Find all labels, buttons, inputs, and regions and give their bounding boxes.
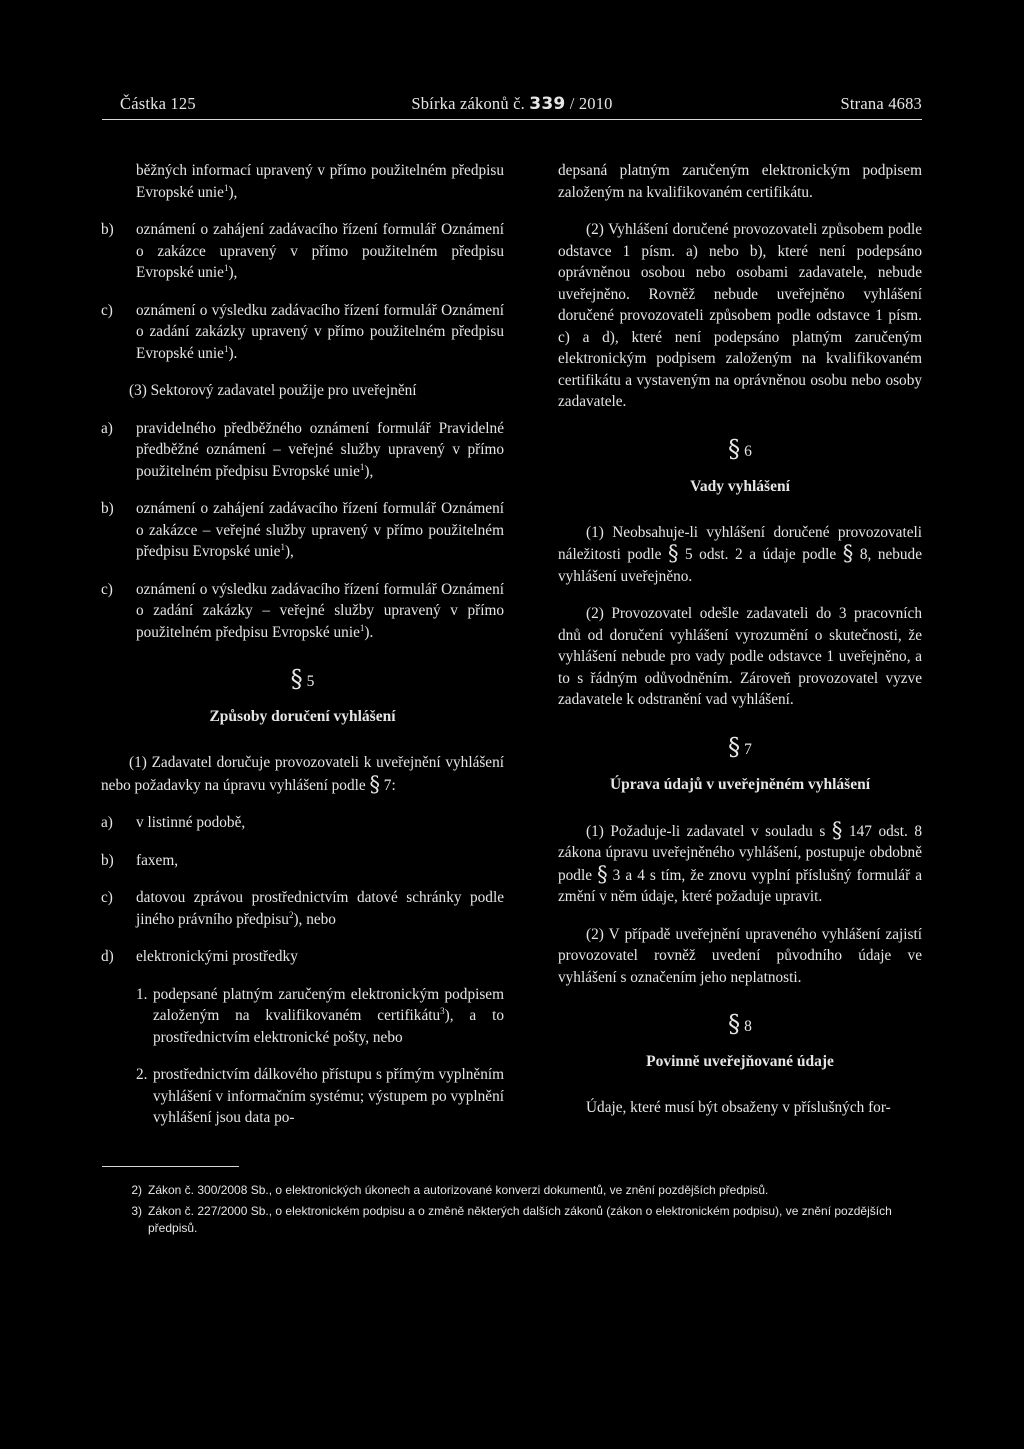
paragraph: depsaná platným zaručeným elektronickým podpisem založeným na kvalifikovaném certifikátu. [558, 162, 922, 201]
list-item: c) datovou zprávou prostřednictvím datové schránky podle jiného právního předpisu$^2$), nebo [101, 889, 504, 928]
paragraph: (2) Vyhlášení doručené provozovateli způsobem podle odstavce 1 písm. a) nebo b), které není podepsáno oprávněnou osobou nebo osobami zadavatele, nebude uveřejněno. Rovněž nebude uveřejněno vyhlášení doručené provozovateli způsobem podle odstavce 1 písm. c) a d), které není podepsáno platným zaručeným elektronickým podpisem založeným na kvalifikovaném certifikátu a vystaveným na oprávněnou osobu nebo osoby zadavatele. [558, 221, 922, 410]
continued-item: běžných informací upravený v přímo použitelném předpisu Evropské unie$^1$), [136, 162, 504, 201]
footnote: 3) Zákon č. 227/2000 Sb., o elektronickém podpisu a o změně některých dalších zákonů (zákon o elektronickém podpisu), ve znění pozdějších předpisů. [131, 1204, 892, 1235]
section-number: § 8 [728, 1010, 752, 1038]
paragraph: (2) Provozovatel odešle zadavateli do 3 pracovních dnů od doručení vyhlášení vyrozumění o skutečnosti, že vyhlášení nebude pro vady podle odstavce 1 uveřejněno, a to s řádným odůvodněním. Zároveň provozovatel vyzve zadavatele k odstranění vad vyhlášení. [558, 605, 922, 708]
header-part: Částka 125 [120, 94, 196, 113]
footnote: 2) Zákon č. 300/2008 Sb., o elektronických úkonech a autorizované konverzi dokumentů, ve znění pozdějších předpisů. [131, 1183, 769, 1197]
paragraph: (2) V případě uveřejnění upraveného vyhlášení zajistí provozovatel rovněž uvedení původního údaje ve vyhlášení s označením jeho neplatnosti. [558, 925, 922, 986]
left-column [101, 160, 504, 1145]
sub-list-item: 1. podepsané platným zaručeným elektronickým podpisem založeným na kvalifikovaném certifikátu$^3$), a to prostřednictvím elektronické pošty, nebo [136, 985, 504, 1046]
paragraph: Údaje, které musí být obsaženy v příslušných for- [586, 1099, 891, 1116]
list-item: b) oznámení o zahájení zadávacího řízení formulář Oznámení o zakázce – veřejné služby upravený v přímo použitelném předpisu Evropské unie$^1$), [101, 500, 504, 560]
section-number: § 5 [290, 665, 315, 693]
section-title: Úprava údajů v uveřejněném vyhlášení [609, 775, 871, 793]
list-item: b) oznámení o zahájení zadávacího řízení formulář Oznámení o zakázce upravený v přímo použitelném předpisu Evropské unie$^1$), [101, 221, 504, 281]
header-title: Sbírka zákonů č. 339 / 2010 [411, 94, 613, 114]
list-item: a) pravidelného předběžného oznámení formulář Pravidelné předběžné oznámení – veřejné služby upravený v přímo použitelném předpisu Evropské unie$^1$), [101, 419, 504, 480]
list-item: d) elektronickými prostředky [101, 948, 298, 965]
section-number: § 6 [728, 434, 752, 463]
footnote-divider [102, 1166, 239, 1167]
paragraph: (1) Neobsahuje-li vyhlášení doručené provozovateli náležitosti podle § 5 odst. 2 a údaje podle § 8, nebude vyhlášení uveřejněno. [558, 523, 922, 585]
section-title: Povinně uveřejňované údaje [646, 1053, 834, 1070]
section-title: Vady vyhlášení [690, 477, 790, 495]
sub-list-item: 2. prostřednictvím dálkového přístupu s přímým vyplněním vyhlášení v informačním systému; výstupem po vyplnění vyhlášení jsou data po- [136, 1066, 504, 1126]
list-item: c) oznámení o výsledku zadávacího řízení formulář Oznámení o zadání zakázky – veřejné služby upravený v přímo použitelném předpisu Evropské unie$^1$). [101, 580, 504, 641]
list-item: a) v listinné podobě, [101, 814, 246, 831]
footnotes [102, 1182, 922, 1241]
paragraph: (1) Požaduje-li zadavatel v souladu s § 147 odst. 8 zákona úpravu uveřejněného vyhlášení, postupuje obdobně podle § 3 a 4 s tím, že znovu vyplní příslušný formulář a změní v něm údaje, které požaduje upravit. [558, 817, 923, 905]
list-item: c) oznámení o výsledku zadávacího řízení formulář Oznámení o zadání zakázky upravený v přímo použitelném předpisu Evropské unie$^1$). [101, 301, 504, 362]
page-header [102, 91, 922, 120]
section-number: § 7 [728, 732, 752, 761]
right-column [558, 160, 922, 1135]
header-page: Strana 4683 [840, 94, 922, 113]
section-title: Způsoby doručení vyhlášení [209, 708, 396, 725]
paragraph: (3) Sektorový zadavatel použije pro uveřejnění [129, 382, 417, 399]
list-item: b) faxem, [101, 851, 179, 869]
paragraph: (1) Zadavatel doručuje provozovateli k uveřejnění vyhlášení nebo požadavky na úpravu vyhlášení podle § 7: [101, 754, 504, 796]
